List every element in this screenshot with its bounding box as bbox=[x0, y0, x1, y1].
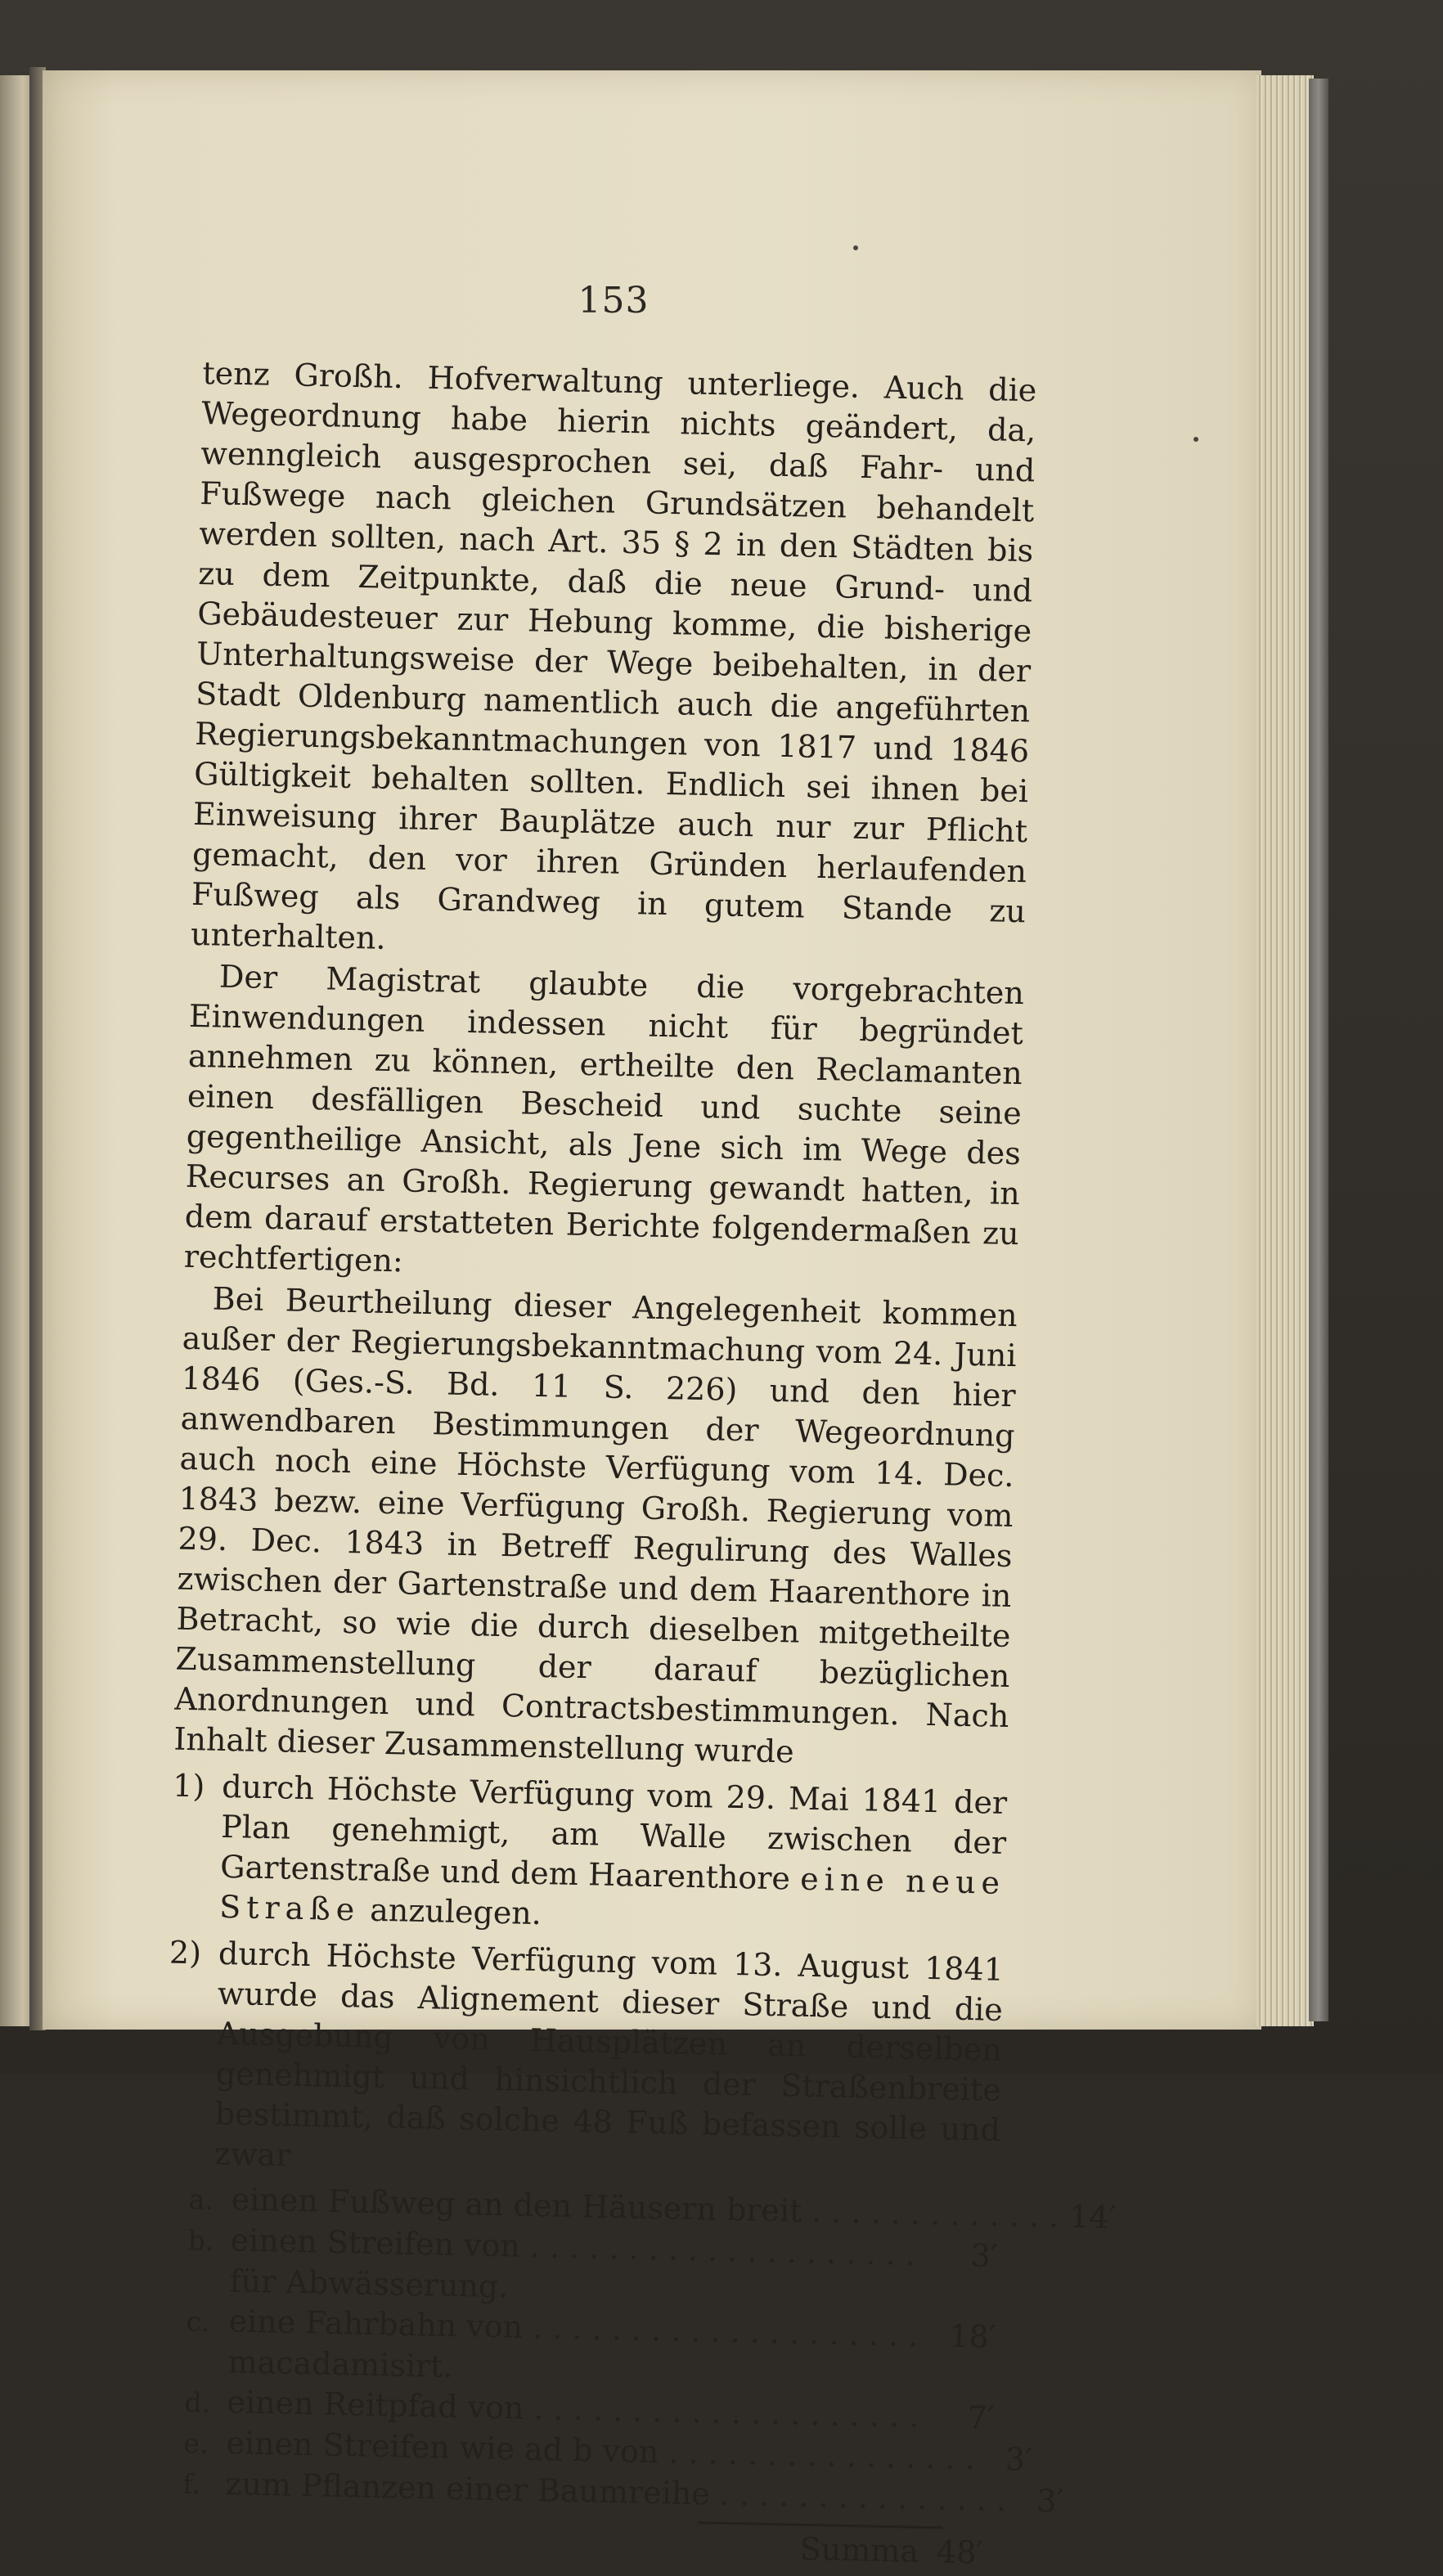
sub-item-text: einen Streifen von . . . . . . . . . . . . . . . . . . . . bbox=[230, 2222, 916, 2273]
sub-item-value: 3′ bbox=[970, 2237, 998, 2274]
paragraph-beurtheilung: Bei Beurtheilung dieser Angelegenheit kommen außer der Regierungsbekanntmachung vom 24. Juni 1846 (Ges.-S. Bd. 11 S. 226) und den hier anwendbaren Bestimmungen der Wegeordnung auch noch eine Höchste Verfügung vom 14. Dec. 1843 bezw. eine Verfügung Großh. Regierung vom 29. Dec. 1843 in Betreff Regulirung des Walles zwischen der Gartenstraße und dem Haarenthore in Betracht, so wie die durch dieselben mitgetheilte Zusammenstellung der darauf bezüglichen Anordnungen und Contractsbestimmungen. Nach Inhalt dieser Zusammenstellung wurde bbox=[173, 1280, 1018, 1770]
list-item-1 bbox=[170, 1766, 1008, 1944]
paragraph-magistrat: Der Magistrat glaubte die vorgebrachten Einwendungen indessen nicht für begründet annehmen zu können, ertheilte den Reclamanten einen desfälligen Bescheid und suchte seine gegentheilige Ansicht, als Jene sich im Wege des Recurses an Großh. Regierung gewandt hatten, in dem darauf erstatteten Berichte folgendermaßen zu rechtfertigen: bbox=[183, 958, 1025, 1279]
sub-item-value: 7′ bbox=[967, 2399, 995, 2436]
page-body bbox=[157, 353, 1117, 2574]
sub-item-value: 3′ bbox=[1036, 2482, 1064, 2520]
sub-item-continuation: für Abwässerung. bbox=[229, 2263, 509, 2305]
list-text bbox=[219, 1767, 1008, 1944]
sub-item-continuation: macadamisirt. bbox=[227, 2344, 453, 2385]
sub-item-text: einen Fußweg an den Häusern breit . . . . . . . . . . . . . bbox=[231, 2181, 1059, 2235]
sub-item-letter: c. bbox=[186, 2305, 211, 2338]
list-item-2 bbox=[164, 1933, 1004, 2191]
facing-page-edge bbox=[0, 75, 33, 2026]
sub-item-letter: d. bbox=[184, 2386, 211, 2419]
sub-item-text: einen Reitpfad von . . . . . . . . . . . . . . . . . . . . bbox=[227, 2384, 919, 2434]
sub-item-text: einen Streifen wie ad b von . . . . . . . . . . . . . . . . bbox=[226, 2425, 976, 2477]
paragraph-continuation: tenz Großh. Hofverwaltung unterliege. Auch die Wegeordnung habe hierin nichts geändert, da, wenngleich ausgesprochen sei, daß Fahr- und Fußwege nach gleichen Grundsätzen behandelt werden sollten, nach Art. 35 § 2 in den Städten bis zu dem Zeitpunkte, daß die neue Grund- und Gebäudesteuer zur Hebung komme, die bisherige Unterhaltungsweise der Wege beibehalten, in der Stadt Oldenburg namentlich auch die angeführten Regierungsbekanntmachungen von 1817 und 1846 Gültigkeit behalten sollten. Endlich sei ihnen bei Einweisung ihrer Bauplätze auch nur zur Pflicht gemacht, den vor ihren Gründen herlaufenden Fußweg als Grandweg in gutem Stande zu unterhalten. bbox=[190, 354, 1037, 956]
sub-item-letter: b. bbox=[187, 2224, 214, 2257]
sub-item-value: 14′ bbox=[1068, 2198, 1117, 2236]
sub-item-text: eine Fahrbahn von . . . . . . . . . . . . . . . . . . . . bbox=[228, 2303, 919, 2353]
list-number: 2) bbox=[169, 1934, 202, 1971]
sum-label: Summa bbox=[799, 2530, 919, 2569]
emphasized-text: eine neue Straße bbox=[218, 1860, 1006, 1928]
book-cover-edge bbox=[1309, 79, 1328, 2021]
sub-item-letter: e. bbox=[183, 2427, 209, 2460]
sub-item-text: zum Pflanzen einer Baumreihe . . . . . . . . . . . . . . . bbox=[225, 2466, 1007, 2519]
sub-item-value: 18′ bbox=[948, 2318, 996, 2355]
sub-item-letter: a. bbox=[188, 2183, 214, 2216]
sub-item-letter: f. bbox=[182, 2468, 201, 2501]
page-number: 153 bbox=[578, 280, 650, 321]
list-text-after: anzulegen. bbox=[369, 1891, 542, 1932]
sub-item-value: 3′ bbox=[1005, 2441, 1033, 2478]
list-text: durch Höchste Verfügung vom 13. August 1841 wurde das Alignement dieser Straße und die Ausgebung von Hausplätzen an derselben genehmigt und hinsichtlich der Straßenbreite bestimmt, daß solche 48 Fuß befassen solle und zwar bbox=[214, 1935, 1005, 2174]
sum-value: 48′ bbox=[936, 2533, 984, 2571]
street-width-breakdown bbox=[182, 2178, 1117, 2574]
paper-speck bbox=[1194, 437, 1198, 442]
list-number: 1) bbox=[172, 1767, 205, 1805]
page-edges bbox=[1256, 75, 1314, 2026]
paper-speck bbox=[853, 245, 858, 250]
list-text-before: durch Höchste Verfügung vom 29. Mai 1841 der Plan genehmigt, am Walle zwischen der Gartenstraße und dem Haarenthore bbox=[219, 1768, 1008, 1897]
